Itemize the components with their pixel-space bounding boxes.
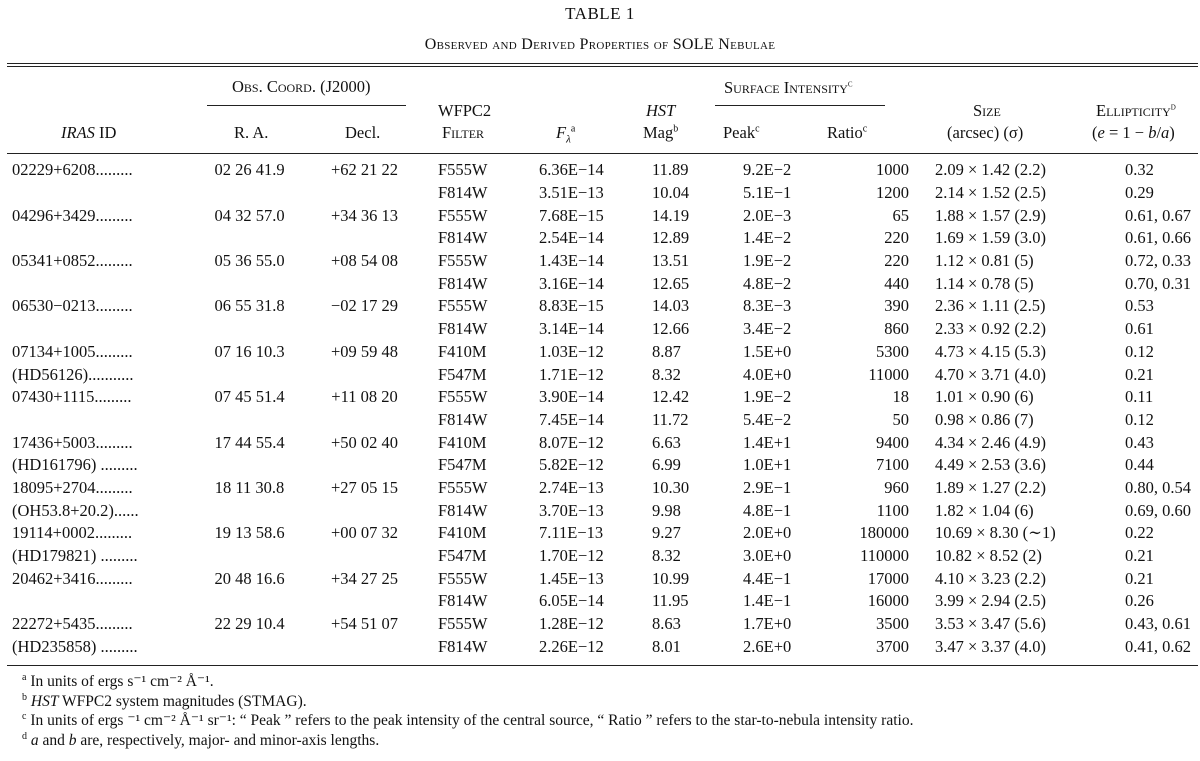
cell-flux: 1.43E−14 (539, 251, 604, 271)
table-row (7, 613, 1198, 636)
table-row (7, 522, 1198, 545)
header-flux: $F_\lambda^a$ (556, 123, 576, 146)
cell-size: 2.33 × 0.92 (2.2) (935, 319, 1047, 339)
cell-peak: 3.4E−2 (743, 319, 792, 339)
top-rule-1 (7, 63, 1198, 64)
cell-filter: F555W (438, 568, 488, 588)
cell-mag: 14.03 (652, 296, 690, 316)
cell-decl (297, 363, 432, 386)
cell-size: 3.47 × 3.37 (4.0) (935, 636, 1047, 656)
table-title: TABLE 1 (565, 4, 635, 23)
cell-peak: 1.9E−2 (743, 251, 792, 271)
cell-filter: F547M (438, 364, 487, 384)
cell-iras-id: 07134+1005......... (12, 341, 133, 361)
cell-flux: 8.07E−12 (539, 432, 604, 452)
cell-ra (202, 635, 297, 658)
cell-decl (297, 182, 432, 205)
cell-filter: F555W (438, 387, 488, 407)
cell-peak: 4.8E−1 (743, 500, 792, 520)
cell-peak: 1.5E+0 (743, 341, 792, 361)
header-ellipticity-def: (e = 1 − b/a) (1092, 123, 1175, 142)
table-row (7, 318, 1198, 341)
cell-iras-id: 20462+3416......... (12, 568, 133, 588)
cell-filter: F410M (438, 432, 487, 452)
cell-ratio: 390 (884, 296, 909, 316)
cell-mag: 12.66 (652, 319, 690, 339)
cell-ra (202, 499, 297, 522)
header-rule (7, 153, 1198, 154)
cell-iras-id: 22272+5435......... (12, 614, 133, 634)
cell-flux: 1.71E−12 (539, 364, 604, 384)
cell-iras-id: 05341+0852......... (12, 251, 133, 271)
cell-ellipticity: 0.80, 0.54 (1125, 477, 1191, 497)
cell-peak: 1.4E−2 (743, 228, 792, 248)
cell-iras-id (7, 590, 202, 613)
cell-decl (297, 227, 432, 250)
header-ellipticity: Ellipticity$^d$ (1096, 101, 1176, 120)
cell-ratio: 860 (884, 319, 909, 339)
data-table (7, 159, 1198, 658)
cell-ellipticity: 0.61 (1125, 319, 1154, 339)
cell-ellipticity: 0.26 (1125, 591, 1154, 611)
cell-flux: 3.16E−14 (539, 273, 604, 293)
cell-filter: F555W (438, 251, 488, 271)
cell-mag: 11.89 (652, 160, 689, 180)
cell-ratio: 50 (892, 409, 909, 429)
cell-ellipticity: 0.61, 0.66 (1125, 228, 1191, 248)
cell-ra (202, 318, 297, 341)
cell-size: 1.88 × 1.57 (2.9) (935, 205, 1047, 225)
cell-filter: F814W (438, 591, 488, 611)
cell-ra: 06 55 31.8 (214, 296, 285, 316)
header-size-unit: (arcsec) (σ) (947, 123, 1024, 142)
cell-decl: +34 27 25 (330, 568, 399, 588)
cell-filter: F814W (438, 273, 488, 293)
table-row (7, 204, 1198, 227)
cell-mag: 8.87 (652, 341, 681, 361)
cell-ellipticity: 0.11 (1125, 387, 1154, 407)
header-ra: R. A. (234, 123, 269, 142)
cell-decl: +00 07 32 (330, 523, 399, 543)
cell-decl (297, 499, 432, 522)
table-row (7, 363, 1198, 386)
cell-mag: 13.51 (652, 251, 690, 271)
cell-decl (297, 590, 432, 613)
cell-iras-id (7, 272, 202, 295)
cell-ratio: 110000 (860, 546, 909, 566)
cell-ellipticity: 0.43 (1125, 432, 1154, 452)
cell-filter: F814W (438, 636, 488, 656)
cell-filter: F555W (438, 296, 488, 316)
cell-ra (202, 590, 297, 613)
cell-size: 3.53 × 3.47 (5.6) (935, 614, 1047, 634)
cell-ellipticity: 0.22 (1125, 523, 1154, 543)
table-row (7, 250, 1198, 273)
table-row (7, 545, 1198, 568)
footnote-c: $^c$ In units of ergs ⁻¹ cm⁻² Å⁻¹ sr⁻¹: “ Peak ” refers to the peak intensity of the central source, “ Ratio ” refers to the star-to-nebula intensity ratio. (22, 710, 914, 729)
cell-decl: −02 17 29 (330, 296, 399, 316)
cell-iras-id: 04296+3429......... (12, 205, 133, 225)
cell-ra (202, 227, 297, 250)
cell-flux: 3.14E−14 (539, 319, 604, 339)
table-row (7, 159, 1198, 182)
cell-filter: F547M (438, 546, 487, 566)
header-hst: HST (646, 101, 676, 120)
cell-iras-id: 07430+1115......... (12, 387, 132, 407)
cell-size: 1.69 × 1.59 (3.0) (935, 228, 1047, 248)
table-row (7, 295, 1198, 318)
cell-mag: 12.65 (652, 273, 690, 293)
cell-decl: +50 02 40 (330, 432, 399, 452)
cell-iras-id: 19114+0002......... (12, 523, 133, 543)
cell-filter: F555W (438, 477, 488, 497)
cell-size: 10.69 × 8.30 (∼1) (935, 523, 1056, 543)
cell-size: 0.98 × 0.86 (7) (935, 409, 1034, 429)
cell-decl: +08 54 08 (330, 251, 399, 271)
table-row (7, 499, 1198, 522)
cell-iras-id (7, 318, 202, 341)
cell-peak: 2.0E−3 (743, 205, 792, 225)
cell-ratio: 180000 (859, 523, 909, 543)
cell-mag: 6.63 (652, 432, 681, 452)
cell-size: 4.70 × 3.71 (4.0) (935, 364, 1047, 384)
cell-ra: 02 26 41.9 (214, 160, 285, 180)
cell-iras-id: (HD56126)........... (12, 364, 134, 384)
cell-size: 4.10 × 3.23 (2.2) (935, 568, 1047, 588)
cell-filter: F814W (438, 500, 488, 520)
cell-flux: 2.74E−13 (539, 477, 604, 497)
table-row (7, 386, 1198, 409)
cell-peak: 3.0E+0 (743, 546, 792, 566)
cell-flux: 1.70E−12 (539, 546, 604, 566)
cell-filter: F410M (438, 341, 487, 361)
cell-flux: 7.68E−15 (539, 205, 604, 225)
cell-mag: 12.89 (652, 228, 690, 248)
cell-mag: 10.99 (652, 568, 690, 588)
cell-ellipticity: 0.41, 0.62 (1125, 636, 1191, 656)
cell-iras-id (7, 227, 202, 250)
cell-flux: 2.54E−14 (539, 228, 604, 248)
cell-peak: 2.9E−1 (743, 477, 792, 497)
cell-ellipticity: 0.72, 0.33 (1125, 251, 1191, 271)
cell-size: 1.12 × 0.81 (5) (935, 251, 1034, 271)
cell-iras-id: 06530−0213......... (12, 296, 133, 316)
cell-flux: 7.11E−13 (539, 523, 604, 543)
footnote-a: $^a$ In units of ergs s⁻¹ cm⁻² Å⁻¹. (22, 671, 214, 690)
cell-size: 4.73 × 4.15 (5.3) (935, 341, 1047, 361)
cell-filter: F547M (438, 455, 487, 475)
cell-filter: F814W (438, 409, 488, 429)
cell-ellipticity: 0.69, 0.60 (1125, 500, 1191, 520)
table-row (7, 454, 1198, 477)
cell-mag: 11.95 (652, 591, 689, 611)
header-mag: Mag$^b$ (643, 123, 679, 142)
cell-decl: +27 05 15 (330, 477, 399, 497)
cell-ratio: 440 (884, 273, 909, 293)
cell-iras-id (7, 182, 202, 205)
cell-decl (297, 409, 432, 432)
header-size: Size (973, 101, 1001, 120)
footnotes (22, 672, 913, 750)
cell-ratio: 5300 (876, 341, 909, 361)
cell-ellipticity: 0.44 (1125, 455, 1154, 475)
cell-ra: 05 36 55.0 (214, 251, 285, 271)
cell-peak: 1.9E−2 (743, 387, 792, 407)
cell-mag: 8.01 (652, 636, 681, 656)
cell-iras-id: 02229+6208......... (12, 160, 133, 180)
cell-size: 4.49 × 2.53 (3.6) (935, 455, 1047, 475)
cell-ratio: 11000 (868, 364, 909, 384)
cell-decl (297, 635, 432, 658)
cell-mag: 6.99 (652, 455, 681, 475)
cell-ra: 19 13 58.6 (214, 523, 285, 543)
cell-iras-id: (HD179821) ......... (12, 546, 138, 566)
cell-filter: F555W (438, 160, 488, 180)
cell-peak: 5.1E−1 (743, 183, 792, 203)
cell-filter: F814W (438, 183, 488, 203)
header-surface-intensity: Surface Intensity$^c$ (724, 78, 853, 97)
cell-mag: 8.63 (652, 614, 681, 634)
cell-ra (202, 363, 297, 386)
cell-ellipticity: 0.53 (1125, 296, 1154, 316)
header-wfpc2: WFPC2 (438, 101, 492, 120)
table-row (7, 567, 1198, 590)
cell-ellipticity: 0.32 (1125, 160, 1154, 180)
cell-ellipticity: 0.70, 0.31 (1125, 273, 1191, 293)
cell-decl (297, 272, 432, 295)
cell-flux: 6.36E−14 (539, 160, 604, 180)
cell-ra: 18 11 30.8 (214, 477, 285, 497)
cell-size: 1.14 × 0.78 (5) (935, 273, 1034, 293)
cell-flux: 1.28E−12 (539, 614, 604, 634)
cell-filter: F410M (438, 523, 487, 543)
cell-mag: 12.42 (652, 387, 690, 407)
cell-mag: 8.32 (652, 546, 681, 566)
cell-peak: 2.0E+0 (743, 523, 792, 543)
table-row (7, 272, 1198, 295)
cell-iras-id: 17436+5003......... (12, 432, 133, 452)
cell-ellipticity: 0.12 (1125, 409, 1154, 429)
cell-ra: 22 29 10.4 (214, 614, 285, 634)
cell-ellipticity: 0.21 (1125, 364, 1154, 384)
table-row (7, 341, 1198, 364)
cell-mag: 11.72 (652, 409, 689, 429)
cell-size: 10.82 × 8.52 (2) (935, 546, 1042, 566)
header-ratio: Ratio$^c$ (827, 123, 868, 142)
footnote-d: $^d$ a and b are, respectively, major- and minor-axis lengths. (22, 730, 380, 749)
cell-ratio: 1000 (876, 160, 909, 180)
cell-flux: 3.70E−13 (539, 500, 604, 520)
cell-ratio: 65 (892, 205, 909, 225)
cell-ra (202, 454, 297, 477)
table-row (7, 477, 1198, 500)
table-caption: Observed and Derived Properties of SOLE Nebulae (424, 36, 776, 53)
cell-ellipticity: 0.29 (1125, 183, 1154, 203)
table-row (7, 227, 1198, 250)
obs-coord-underline (207, 105, 406, 106)
table-row (7, 590, 1198, 613)
cell-ra (202, 545, 297, 568)
cell-peak: 4.4E−1 (743, 568, 792, 588)
cell-size: 1.89 × 1.27 (2.2) (935, 477, 1047, 497)
cell-peak: 1.4E+1 (743, 432, 792, 452)
cell-mag: 14.19 (652, 205, 690, 225)
cell-peak: 1.4E−1 (743, 591, 792, 611)
cell-peak: 8.3E−3 (743, 296, 792, 316)
cell-ra (202, 409, 297, 432)
table-row (7, 409, 1198, 432)
top-rule-2 (7, 66, 1198, 67)
cell-ra: 04 32 57.0 (214, 205, 285, 225)
cell-decl: +62 21 22 (330, 160, 399, 180)
cell-flux: 3.90E−14 (539, 387, 604, 407)
cell-ellipticity: 0.21 (1125, 546, 1154, 566)
cell-flux: 2.26E−12 (539, 636, 604, 656)
table-row (7, 635, 1198, 658)
cell-ratio: 3700 (876, 636, 909, 656)
table-row (7, 182, 1198, 205)
cell-ra: 07 45 51.4 (214, 387, 285, 407)
cell-iras-id: (OH53.8+20.2)...... (12, 500, 139, 520)
cell-decl (297, 318, 432, 341)
cell-iras-id: (HD161796) ......... (12, 455, 138, 475)
cell-filter: F814W (438, 319, 488, 339)
cell-mag: 8.32 (652, 364, 681, 384)
cell-ratio: 3500 (876, 614, 909, 634)
cell-flux: 1.45E−13 (539, 568, 604, 588)
cell-ra (202, 272, 297, 295)
cell-ratio: 17000 (867, 568, 909, 588)
cell-decl: +09 59 48 (330, 341, 399, 361)
cell-mag: 10.04 (652, 183, 690, 203)
cell-peak: 5.4E−2 (743, 409, 792, 429)
footnote-b: $^b$ HST WFPC2 system magnitudes (STMAG). (22, 691, 307, 710)
cell-decl (297, 545, 432, 568)
cell-flux: 1.03E−12 (539, 341, 604, 361)
cell-ratio: 7100 (876, 455, 909, 475)
cell-ra: 07 16 10.3 (214, 341, 285, 361)
cell-ratio: 9400 (876, 432, 909, 452)
cell-peak: 9.2E−2 (743, 160, 792, 180)
cell-iras-id: 18095+2704......... (12, 477, 133, 497)
cell-ra: 17 44 55.4 (214, 432, 285, 452)
cell-ratio: 220 (884, 251, 909, 271)
cell-filter: F814W (438, 228, 488, 248)
cell-decl: +54 51 07 (330, 614, 399, 634)
cell-peak: 1.0E+1 (743, 455, 792, 475)
cell-mag: 10.30 (652, 477, 690, 497)
header-decl: Decl. (345, 123, 381, 142)
cell-ratio: 16000 (867, 591, 909, 611)
cell-ratio: 220 (884, 228, 909, 248)
cell-size: 3.99 × 2.94 (2.5) (935, 591, 1047, 611)
cell-ra: 20 48 16.6 (214, 568, 285, 588)
cell-flux: 3.51E−13 (539, 183, 604, 203)
cell-size: 1.01 × 0.90 (6) (935, 387, 1034, 407)
cell-ra (202, 182, 297, 205)
cell-filter: F555W (438, 205, 488, 225)
cell-ellipticity: 0.43, 0.61 (1125, 614, 1191, 634)
cell-flux: 8.83E−15 (539, 296, 604, 316)
header-iras-id: IRAS ID (61, 123, 117, 142)
cell-peak: 4.0E+0 (743, 364, 792, 384)
cell-peak: 4.8E−2 (743, 273, 792, 293)
cell-ellipticity: 0.61, 0.67 (1125, 205, 1191, 225)
cell-ratio: 1200 (876, 183, 909, 203)
cell-decl: +34 36 13 (330, 205, 399, 225)
cell-ellipticity: 0.12 (1125, 341, 1154, 361)
cell-peak: 2.6E+0 (743, 636, 792, 656)
cell-peak: 1.7E+0 (743, 614, 792, 634)
cell-flux: 5.82E−12 (539, 455, 604, 475)
surface-intensity-underline (715, 105, 885, 106)
cell-ratio: 18 (892, 387, 909, 407)
cell-size: 1.82 × 1.04 (6) (935, 500, 1034, 520)
cell-decl (297, 454, 432, 477)
cell-ellipticity: 0.21 (1125, 568, 1154, 588)
cell-decl: +11 08 20 (331, 387, 398, 407)
cell-size: 2.09 × 1.42 (2.2) (935, 160, 1047, 180)
cell-size: 2.36 × 1.11 (2.5) (935, 296, 1046, 316)
cell-iras-id: (HD235858) ......... (12, 636, 138, 656)
cell-size: 2.14 × 1.52 (2.5) (935, 183, 1047, 203)
header-obs-coord: Obs. Coord. (J2000) (232, 77, 371, 96)
header-filter: Filter (442, 123, 485, 142)
cell-flux: 6.05E−14 (539, 591, 604, 611)
header-peak: Peak$^c$ (723, 123, 760, 142)
cell-iras-id (7, 409, 202, 432)
cell-filter: F555W (438, 614, 488, 634)
cell-ratio: 960 (884, 477, 909, 497)
cell-flux: 7.45E−14 (539, 409, 604, 429)
cell-mag: 9.98 (652, 500, 681, 520)
table-row (7, 431, 1198, 454)
bottom-rule (7, 665, 1198, 666)
cell-mag: 9.27 (652, 523, 681, 543)
cell-ratio: 1100 (876, 500, 909, 520)
cell-size: 4.34 × 2.46 (4.9) (935, 432, 1047, 452)
